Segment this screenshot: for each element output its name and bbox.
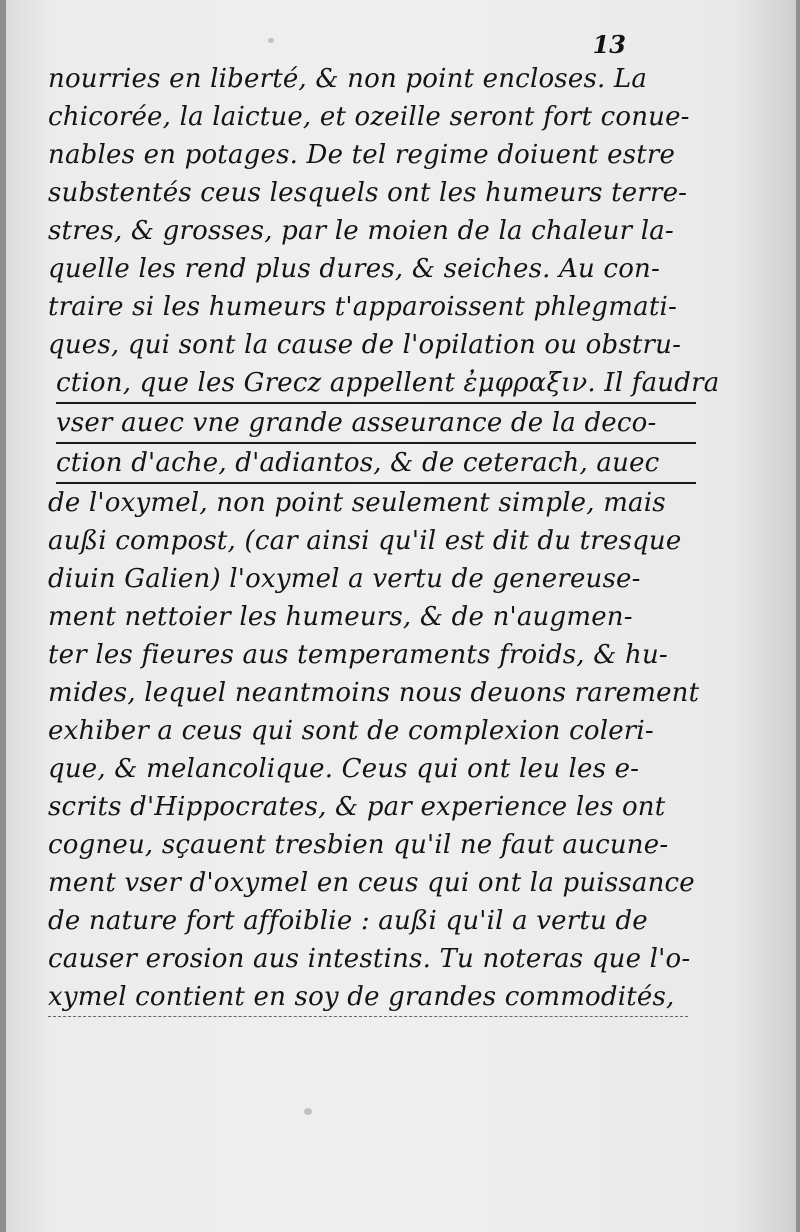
- text-line: de l'oxymel, non point seulement simple, mais: [48, 488, 666, 518]
- text-line: xymel contient en soy de grandes commodités,: [48, 978, 688, 1017]
- text-line: ter les fieures aus temperaments froids, & hu-: [48, 640, 668, 670]
- text-line: cogneu, sçauent tresbien qu'il ne faut aucune-: [48, 830, 669, 860]
- text-line: mides, lequel neantmoins nous deuons rarement: [48, 678, 700, 708]
- page-number: 13: [592, 30, 626, 59]
- text-line: causer erosion aus intestins. Tu noteras que l'o-: [48, 944, 691, 974]
- text-line: traire si les humeurs t'apparoissent phlegmati-: [48, 292, 677, 322]
- paper-spot: [304, 1108, 312, 1115]
- text-line-underlined: vser auec vne grande asseurance de la deco-: [56, 404, 696, 444]
- book-page: [6, 0, 796, 1232]
- text-line: ques, qui sont la cause de l'opilation ou obstru-: [48, 330, 682, 360]
- text-line: nourries en liberté, & non point encloses. La: [48, 64, 648, 94]
- body-text: [48, 60, 720, 1017]
- text-line: de nature fort affoiblie : außi qu'il a vertu de: [48, 906, 648, 936]
- text-line: diuin Galien) l'oxymel a vertu de genereuse-: [48, 564, 641, 594]
- text-line: ment vser d'oxymel en ceus qui ont la puissance: [48, 868, 695, 898]
- text-line-underlined: ction, que les Grecz appellent ἐμφραξιν. Il faudra: [56, 364, 696, 404]
- text-line: substentés ceus lesquels ont les humeurs terre-: [48, 178, 688, 208]
- text-line: exhiber a ceus qui sont de complexion coleri-: [48, 716, 654, 746]
- text-line-underlined: ction d'ache, d'adiantos, & de ceterach, auec: [56, 444, 696, 484]
- text-line: que, & melancolique. Ceus qui ont leu les e-: [48, 754, 640, 784]
- text-line: nables en potages. De tel regime doiuent estre: [48, 140, 676, 170]
- text-line: außi compost, (car ainsi qu'il est dit du tresque: [48, 526, 682, 556]
- text-line: scrits d'Hippocrates, & par experience les ont: [48, 792, 666, 822]
- text-line: stres, & grosses, par le moien de la chaleur la-: [48, 216, 674, 246]
- text-line: ment nettoier les humeurs, & de n'augmen-: [48, 602, 633, 632]
- text-line: quelle les rend plus dures, & seiches. Au con-: [48, 254, 660, 284]
- text-line: chicorée, la laictue, et ozeille seront fort conue-: [48, 102, 690, 132]
- paper-spot: [268, 38, 274, 43]
